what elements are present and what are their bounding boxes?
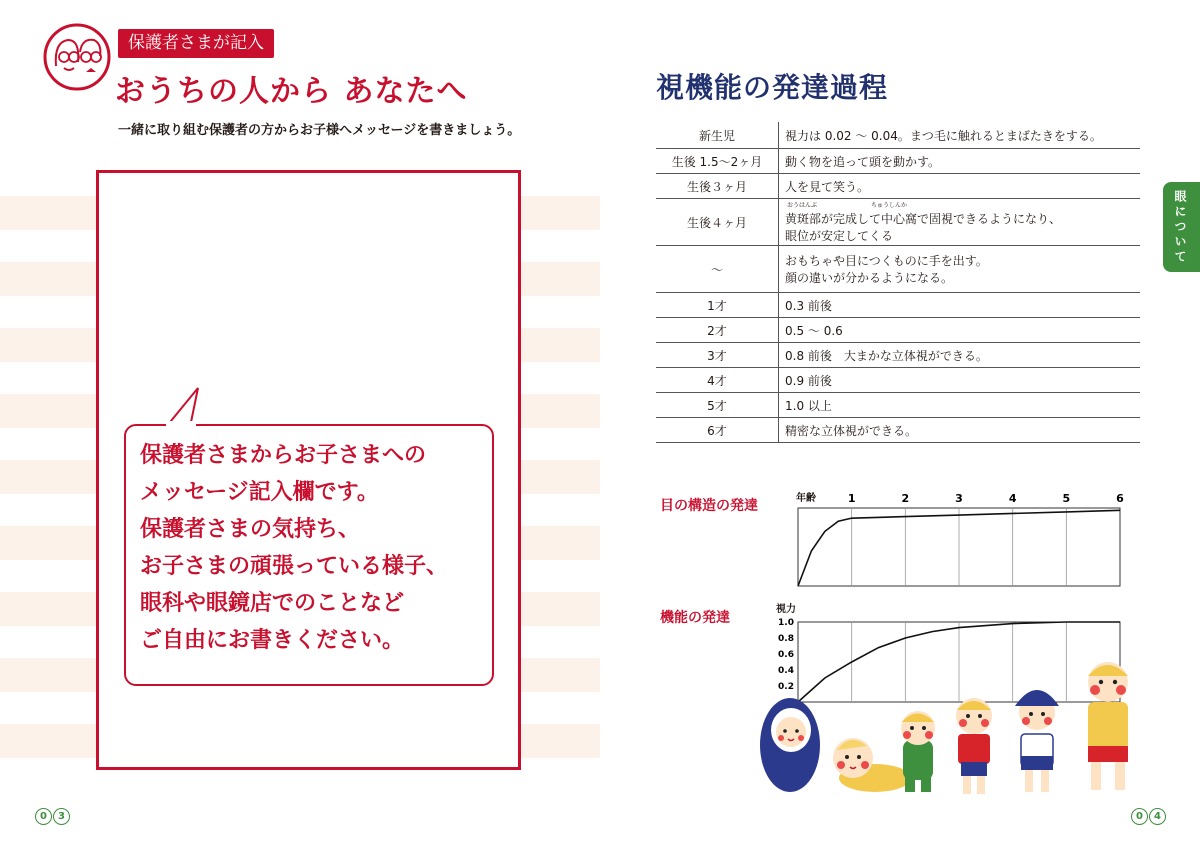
bubble-text <box>140 437 448 659</box>
x-tick-label: 3 <box>955 492 963 505</box>
child-with-hat-figure <box>1015 690 1059 792</box>
age-cell: 〜 <box>656 246 779 293</box>
crawling-baby-figure <box>833 738 911 792</box>
side-tab-label: 眼について <box>1173 190 1187 265</box>
y-tick-label: 0.2 <box>778 682 794 692</box>
table-row <box>656 122 1140 149</box>
age-cell: 3才 <box>656 343 779 368</box>
y-tick-label: 0.4 <box>778 666 794 676</box>
x-tick-label: 5 <box>1062 492 1071 505</box>
x-axis-label: 年齢 <box>796 493 816 504</box>
side-tab[interactable] <box>1163 182 1200 272</box>
page-digit: 4 <box>1149 808 1166 825</box>
y-tick-label: 0.8 <box>778 634 794 644</box>
page-digit: 0 <box>35 808 52 825</box>
chart-title: 目の構造の発達 <box>660 498 758 514</box>
desc-cell <box>779 246 1141 293</box>
age-cell: 5才 <box>656 393 779 418</box>
parents-icon <box>42 22 112 92</box>
ruby: ちゅうしんか <box>871 202 908 209</box>
age-cell: 生後 1.5〜2ヶ月 <box>656 149 779 174</box>
x-tick-label: 4 <box>1008 492 1017 505</box>
x-tick-label: 1 <box>847 492 856 505</box>
child-yellow-shirt-figure <box>1088 662 1128 790</box>
ruby-line <box>785 200 1134 210</box>
desc-cell: 動く物を追って頭を動かす。 <box>779 149 1141 174</box>
desc-cell: 0.8 前後 大まかな立体視ができる。 <box>779 343 1141 368</box>
desc-cell: 視力は 0.02 〜 0.04。まつ毛に触れるとまばたきをする。 <box>779 122 1141 149</box>
table-row <box>656 174 1140 199</box>
table-row <box>656 343 1140 368</box>
development-table <box>656 122 1140 443</box>
children-illustration <box>755 650 1145 800</box>
age-cell: 新生児 <box>656 122 779 149</box>
bubble-line: 保護者さまの気持ち、 <box>140 517 361 542</box>
desc-line: おもちゃや目につくものに手を出す。 <box>785 254 988 268</box>
desc-line: 眼位が安定してくる <box>785 229 894 243</box>
age-cell: 生後４ヶ月 <box>656 199 779 246</box>
structure-chart <box>790 486 1125 590</box>
chart-title: 機能の発達 <box>660 610 730 626</box>
right-page-title: 視機能の発達過程 <box>656 71 889 104</box>
desc-cell: 0.5 〜 0.6 <box>779 318 1141 343</box>
table-row <box>656 246 1140 293</box>
table-row <box>656 368 1140 393</box>
table-row <box>656 199 1140 246</box>
x-tick-label: 2 <box>901 492 910 505</box>
y-tick-label: 0.6 <box>778 650 794 660</box>
desc-cell: 0.9 前後 <box>779 368 1141 393</box>
desc-line: 黄斑部が完成して中心窩で固視できるようになり、 <box>785 212 1062 226</box>
table-row <box>656 418 1140 443</box>
bubble-line: 保護者さまからお子さまへの <box>140 443 427 468</box>
desc-line: 顔の違いが分かるようになる。 <box>785 271 954 285</box>
baby-wrapped-figure <box>760 698 820 792</box>
intro-text: 一緒に取り組む保護者の方からお子様へメッセージを書きましょう。 <box>118 123 521 138</box>
child-red-shirt-figure <box>956 698 992 794</box>
parent-entry-tag: 保護者さまが記入 <box>118 29 274 58</box>
age-cell: 2才 <box>656 318 779 343</box>
left-page-title: おうちの人から あなたへ <box>115 74 468 109</box>
table-row <box>656 149 1140 174</box>
bubble-line: お子さまの頑張っている様子、 <box>140 554 449 579</box>
desc-cell: 0.3 前後 <box>779 293 1141 318</box>
desc-cell: 人を見て笑う。 <box>779 174 1141 199</box>
table-row <box>656 318 1140 343</box>
page-digit: 0 <box>1131 808 1148 825</box>
bubble-line: 眼科や眼鏡店でのことなど <box>140 591 405 616</box>
table-row <box>656 293 1140 318</box>
toddler-figure <box>901 711 935 792</box>
page-digit: 3 <box>53 808 70 825</box>
bubble-tail-joint <box>166 421 196 427</box>
table-row <box>656 393 1140 418</box>
bubble-line: ご自由にお書きください。 <box>140 628 405 653</box>
age-cell: 生後３ヶ月 <box>656 174 779 199</box>
y-tick-label: 1.0 <box>778 618 794 628</box>
ruby: おうはんぶ <box>787 202 818 209</box>
page-number-left <box>35 808 71 825</box>
desc-cell <box>779 199 1141 246</box>
bubble-line: メッセージ記入欄です。 <box>140 480 379 505</box>
age-cell: 1才 <box>656 293 779 318</box>
x-tick-label: 6 <box>1116 492 1124 505</box>
desc-cell: 1.0 以上 <box>779 393 1141 418</box>
age-cell: 4才 <box>656 368 779 393</box>
desc-cell: 精密な立体視ができる。 <box>779 418 1141 443</box>
page-number-right <box>1131 808 1167 825</box>
y-axis-label: 視力 <box>776 604 796 615</box>
age-cell: 6才 <box>656 418 779 443</box>
